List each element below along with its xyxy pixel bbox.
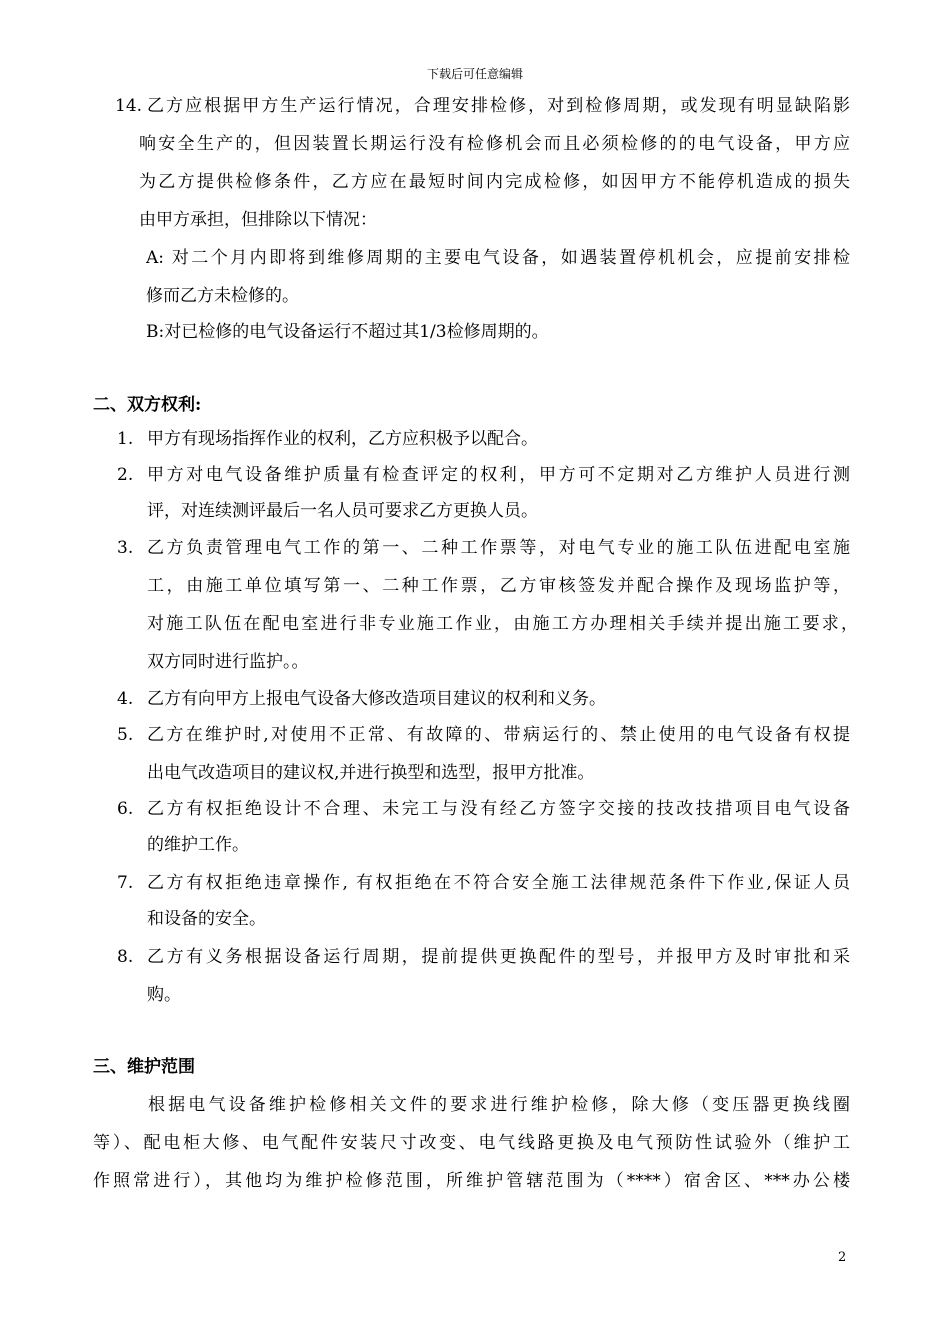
list-item-number: 3.: [117, 538, 134, 558]
list-item-line: 的维护工作。: [147, 835, 249, 855]
list-item-line: 乙方有权拒绝违章操作, 有权拒绝在不符合安全施工法律规范条件下作业,保证人员: [147, 873, 850, 893]
list-item-number: 5.: [117, 725, 134, 745]
paragraph-line: 等）、配电柜大修、电气配件安装尺寸改变、电气线路更换及电气预防性试验外（维护工: [93, 1133, 850, 1153]
paragraph-line: 根据电气设备维护检修相关文件的要求进行维护检修，除大修（变压器更换线圈: [148, 1095, 850, 1115]
list-item-line: 乙方在维护时,对使用不正常、有故障的、带病运行的、禁止使用的电气设备有权提: [147, 725, 850, 745]
list-item-line: 乙方有义务根据设备运行周期，提前提供更换配件的型号，并报甲方及时审批和采: [147, 947, 850, 967]
list-item-line: 出电气改造项目的建议权,并进行换型和选型，报甲方批准。: [147, 763, 595, 783]
list-item-number: 4.: [117, 689, 134, 709]
clause-14-line: 由甲方承担，但排除以下情况：: [139, 210, 377, 230]
clause-14-b-line: B:对已检修的电气设备运行不超过其1/3检修周期的。: [146, 322, 549, 342]
paragraph-line: 作照常进行），其他均为维护检修范围，所维护管辖范围为（****）宿舍区、***办公楼: [93, 1171, 850, 1191]
clause-14-a-line: A: 对二个月内即将到维修周期的主要电气设备，如遇装置停机机会，应提前安排检: [146, 248, 850, 268]
page-header: 下载后可任意编辑: [426, 67, 523, 81]
list-item-number: 1.: [117, 429, 134, 449]
list-item-number: 8.: [117, 947, 134, 967]
section-3-title: 三、维护范围: [93, 1057, 195, 1077]
list-item-number: 6.: [117, 799, 134, 819]
clause-14-line: 乙方应根据甲方生产运行情况，合理安排检修，对到检修周期，或发现有明显缺陷影: [147, 96, 850, 116]
page-number: 2: [838, 1250, 847, 1265]
list-item-line: 对施工队伍在配电室进行非专业施工作业，由施工方办理相关手续并提出施工要求，: [147, 614, 858, 634]
list-item-number: 2.: [117, 465, 134, 485]
list-item-line: 乙方负责管理电气工作的第一、二种工作票等，对电气专业的施工队伍进配电室施: [147, 538, 850, 558]
list-item-line: 乙方有向甲方上报电气设备大修改造项目建议的权利和义务。: [147, 689, 606, 709]
clause-14-line: 为乙方提供检修条件，乙方应在最短时间内完成检修，如因甲方不能停机造成的损失: [139, 172, 850, 192]
clause-14-number: 14.: [115, 96, 143, 116]
section-2-title: 二、双方权利:: [93, 395, 202, 415]
clause-14-a-line: 修而乙方未检修的。: [146, 286, 299, 306]
list-item-number: 7.: [117, 873, 134, 893]
list-item-line: 双方同时进行监护。。: [147, 652, 309, 672]
clause-14-line: 响安全生产的，但因装置长期运行没有检修机会而且必须检修的的电气设备，甲方应: [139, 134, 850, 154]
list-item-line: 工，由施工单位填写第一、二种工作票，乙方审核签发并配合操作及现场监护等，: [147, 576, 850, 596]
list-item-line: 和设备的安全。: [147, 909, 266, 929]
list-item-line: 甲方有现场指挥作业的权利，乙方应积极予以配合。: [147, 429, 538, 449]
list-item-line: 评，对连续测评最后一名人员可要求乙方更换人员。: [147, 501, 538, 521]
list-item-line: 甲方对电气设备维护质量有检查评定的权利，甲方可不定期对乙方维护人员进行测: [147, 465, 850, 485]
list-item-line: 乙方有权拒绝设计不合理、未完工与没有经乙方签字交接的技改技措项目电气设备: [147, 799, 850, 819]
list-item-line: 购。: [147, 985, 181, 1005]
